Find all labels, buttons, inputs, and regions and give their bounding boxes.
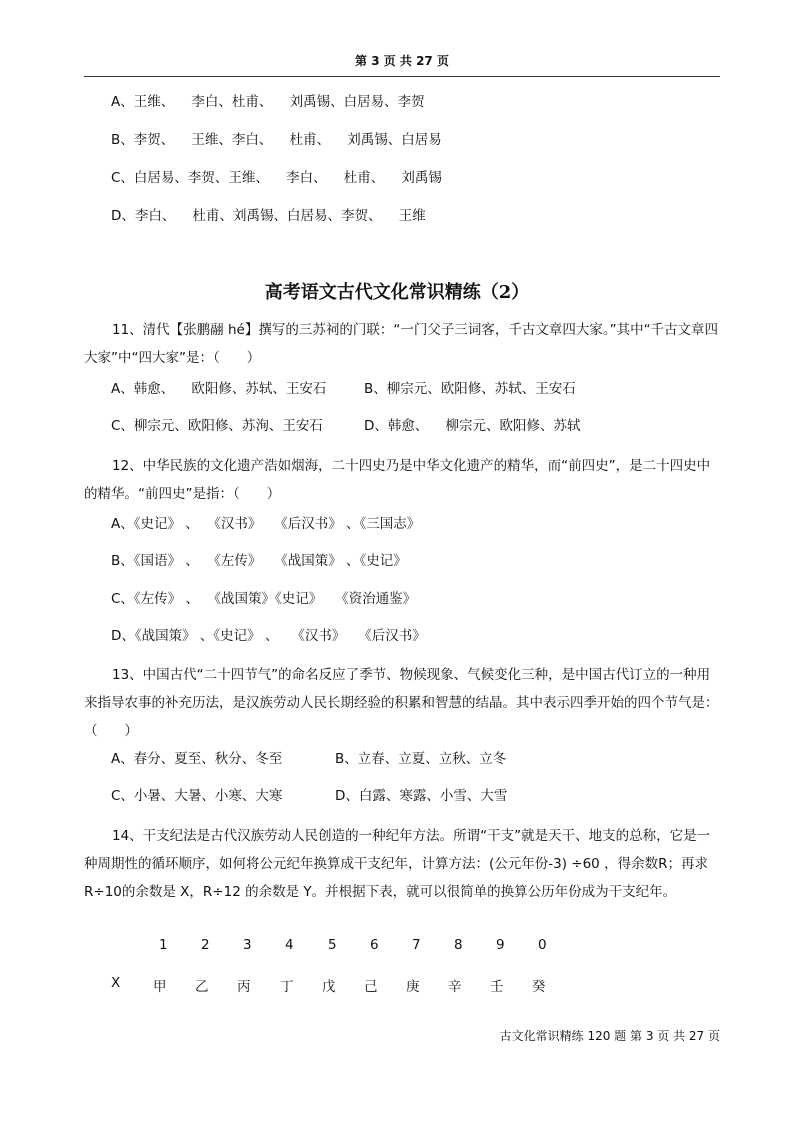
q11-option-d: D、韩愈、 柳宗元、欧阳修、苏轼 [364,418,581,434]
number-cell: 7 [412,937,421,953]
number-cell: 2 [201,937,210,953]
q12-option-d: D、《战国策》 、《史记》 、 《汉书》 《后汉书》 [111,628,426,644]
q11-stem [84,316,720,372]
number-cell: 8 [454,937,463,953]
page-header: 第 3 页 共 27 页 [355,54,449,68]
q13-stem-text: 13、中国古代“二十四节气”的命名反应了季节、物候现象、气候变化三种，是中国古代订立的一种用来指导农事的补充历法，是汉族劳动人民长期经验的积累和智慧的结晶。其中表示四季开始的四个节气是：（ ） [84,667,719,739]
q12-stem [84,452,720,508]
q10-option-d: D、李白、 杜甫、刘禹锡、白居易、李贺、 王维 [111,208,426,224]
q11-option-a: A、韩愈、 欧阳修、苏轼、王安石 [111,381,327,397]
q13-option-d: D、白露、寒露、小雪、大雪 [335,788,508,804]
stem-cell: 庚 [406,979,420,995]
stem-cell: 戊 [322,979,336,995]
q13-option-c: C、小暑、大暑、小寒、大寒 [111,788,283,804]
stem-cell: 甲 [153,979,167,995]
q14-stem [84,822,720,906]
q11-option-c: C、柳宗元、欧阳修、苏洵、王安石 [111,418,323,434]
stem-cell: 乙 [195,979,209,995]
number-cell: 4 [285,937,294,953]
stem-cell: 己 [364,979,378,995]
stem-cell: 辛 [448,979,462,995]
stem-cell: 癸 [532,979,546,995]
number-cell: 9 [496,937,505,953]
number-cell: 0 [538,937,547,953]
q13-stem [84,661,720,745]
q10-option-a: A、王维、 李白、杜甫、 刘禹锡、白居易、李贺 [111,94,425,110]
q11-option-b: B、柳宗元、欧阳修、苏轼、王安石 [364,381,576,397]
number-cell: 3 [243,937,252,953]
q10-option-b: B、李贺、 王维、李白、 杜甫、 刘禹锡、白居易 [111,132,442,148]
x-label: X [111,975,121,991]
q12-option-a: A、《史记》 、 《汉书》 《后汉书》 、《三国志》 [111,516,421,532]
section-title: 高考语文古代文化常识精练（2） [264,282,530,303]
header-rule [84,76,720,77]
number-cell: 6 [370,937,379,953]
number-cell: 5 [328,937,337,953]
q12-option-b: B、《国语》 、 《左传》 《战国策》 、《史记》 [111,553,407,569]
q14-stem-text: 14、干支纪法是古代汉族劳动人民创造的一种纪年方法。所谓“干支”就是天干、地支的总称，它是一种周期性的循环顺序，如何将公元纪年换算成干支纪年，计算方法：(公元年份-3) ÷60 ，得余数R；再求 R÷10的余数是 X，R÷12 的余数是 Y。并根据下表，就可以很简单的换算公历年份成为干支纪年。 [84,828,711,900]
q13-option-b: B、立春、立夏、立秋、立冬 [335,751,507,767]
q11-stem-text: 11、清代【张鹏翮 hé】撰写的三苏祠的门联：“一门父子三词客，千古文章四大家。”其中“千古文章四大家”中“四大家”是：（ ） [84,322,719,366]
stem-cell: 壬 [490,979,504,995]
page-footer: 古文化常识精练 120 题 第 3 页 共 27 页 [499,1029,720,1043]
stem-cell: 丙 [237,979,251,995]
q12-stem-text: 12、中华民族的文化遗产浩如烟海，二十四史乃是中华文化遗产的精华，而“前四史”，是二十四史中的精华。“前四史”是指：（ ） [84,458,711,502]
q10-option-c: C、白居易、李贺、王维、 李白、 杜甫、 刘禹锡 [111,170,442,186]
number-cell: 1 [159,937,168,953]
stem-cell: 丁 [280,979,294,995]
q13-option-a: A、春分、夏至、秋分、冬至 [111,751,283,767]
q12-option-c: C、《左传》 、 《战国策》《史记》 《资治通鉴》 [111,591,417,607]
